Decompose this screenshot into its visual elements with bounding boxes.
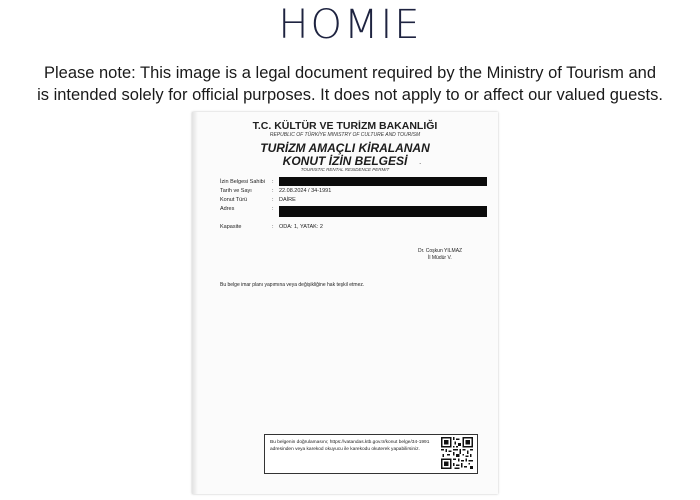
brand-logo: HOMIE	[278, 2, 422, 48]
notice-line-1: Please note: This image is a legal document required by the Ministry of Tourism and	[43, 64, 657, 82]
ministry-name: T.C. KÜLTÜR VE TURİZM BAKANLIĞI	[252, 120, 438, 132]
ministry-name-english: REPUBLIC OF TÜRKİYE MINISTRY OF CULTURE AND TOURISM	[269, 132, 421, 138]
signatory-name: Dr. Coşkun YILMAZ	[418, 248, 463, 254]
type-value: DAİRE	[279, 197, 296, 203]
verification-box	[264, 434, 478, 474]
verification-text-line-1: Bu belgenin doğrulamasını; https://vatandas.ktb.gov.tr/konut belge/34-1991	[270, 440, 430, 445]
date-label: Tarih ve Sayı	[220, 188, 252, 194]
address-colon: :	[272, 206, 274, 212]
permit-title-line-1: TURİZM AMAÇLI KİRALANAN	[260, 141, 430, 155]
type-label: Konut Türü	[220, 197, 248, 203]
address-label: Adres	[220, 206, 235, 212]
notice-text	[0, 62, 700, 106]
verification-text-line-2: adresinden veya karekod okuyucu ile karekodu okuterek yapabilirsiniz.	[270, 447, 420, 452]
permit-document-image	[192, 112, 498, 494]
capacity-colon: :	[272, 224, 274, 230]
owner-redaction	[279, 177, 487, 186]
signatory-title: İl Müdür V.	[428, 255, 452, 261]
pen-mark: ˴	[419, 160, 422, 167]
date-colon: :	[272, 188, 274, 194]
date-value: 22.08.2024 / 34-1991	[279, 188, 332, 194]
owner-colon: :	[272, 179, 274, 185]
qr-code-icon	[441, 437, 473, 469]
address-redaction	[279, 206, 487, 217]
permit-title-english: TOURISTIC RENTAL RESIDENCE PERMIT	[300, 167, 390, 172]
type-colon: :	[272, 197, 274, 203]
capacity-label: Kapasite	[220, 224, 242, 230]
zoning-statement: Bu belge imar planı yapımına veya değişikliğine hak teşkil etmez.	[220, 282, 365, 288]
permit-title-line-2: KONUT İZİN BELGESİ	[282, 154, 408, 168]
capacity-value: ODA: 1, YATAK: 2	[279, 224, 323, 230]
notice-line-2: is intended solely for official purposes. It does not apply to or affect our valued guests.	[37, 86, 663, 104]
owner-label: İzin Belgesi Sahibi	[220, 179, 265, 185]
